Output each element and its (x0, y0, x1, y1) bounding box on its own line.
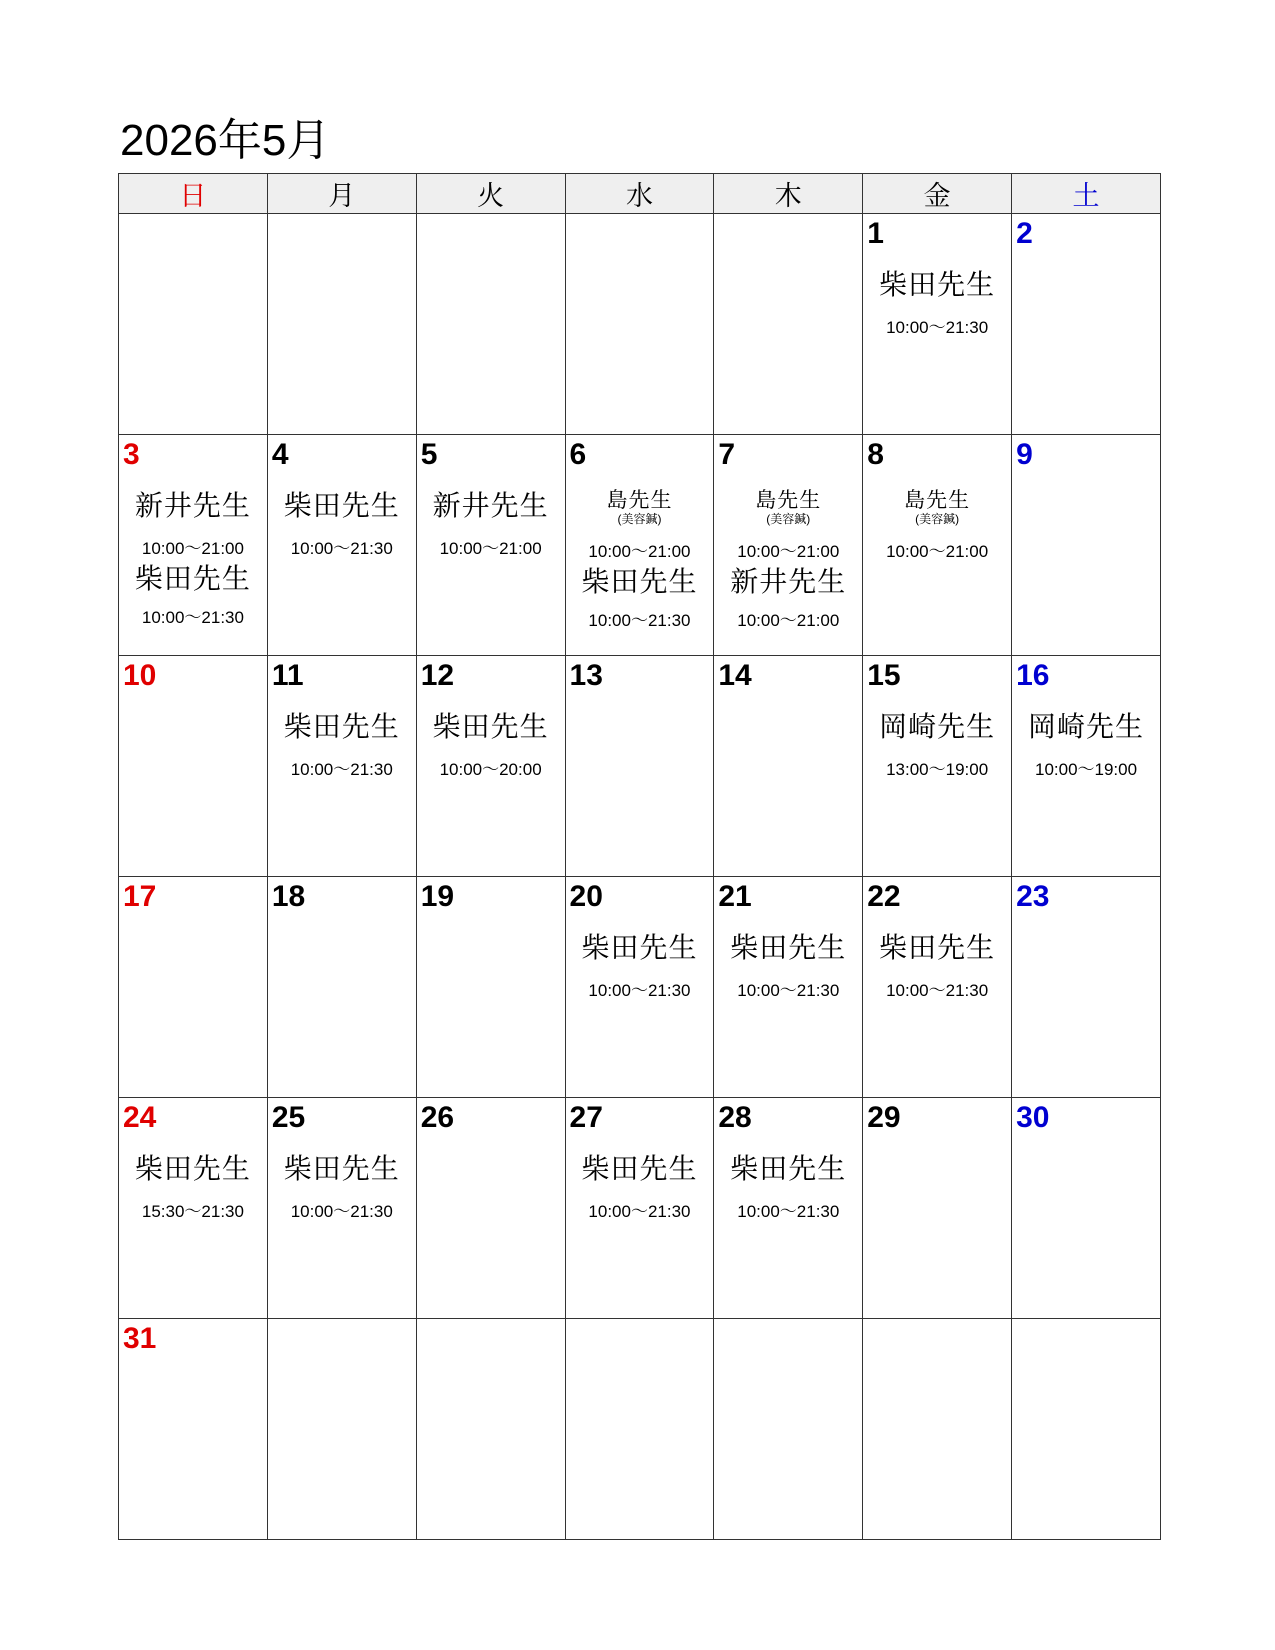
time-range: 10:00～21:00 (886, 542, 989, 561)
day-cell (1012, 214, 1161, 435)
day-cell (416, 877, 565, 1098)
day-number: 9 (1016, 438, 1033, 471)
day-cell (119, 1098, 268, 1319)
day-cell (267, 656, 416, 877)
day-cell (714, 1319, 863, 1540)
day-cell (565, 877, 714, 1098)
day-number: 3 (123, 438, 140, 471)
time-range: 10:00～21:30 (588, 1202, 691, 1221)
day-cell (1012, 435, 1161, 656)
week-row (119, 1319, 1161, 1540)
time-range: 10:00～21:30 (886, 318, 989, 337)
day-number: 31 (123, 1322, 157, 1355)
teacher-name: 島先生 (755, 489, 822, 512)
teacher-name: 柴田先生 (581, 566, 698, 597)
time-range: 10:00～20:00 (439, 760, 542, 779)
day-cell (416, 1098, 565, 1319)
day-number: 8 (867, 438, 884, 471)
time-range: 10:00～21:00 (588, 542, 691, 561)
day-cell (714, 877, 863, 1098)
time-range: 10:00～21:30 (290, 760, 393, 779)
time-range: 10:00～21:30 (290, 1202, 393, 1221)
day-number (417, 1319, 565, 1355)
day-cell (714, 1098, 863, 1319)
day-cell (863, 877, 1012, 1098)
teacher-name: 柴田先生 (283, 1153, 400, 1184)
day-cell (119, 656, 268, 877)
teacher-name: 柴田先生 (581, 932, 698, 963)
time-range: 10:00～21:00 (737, 611, 840, 630)
day-cell (863, 1098, 1012, 1319)
day-cell (714, 214, 863, 435)
schedule-entry (417, 489, 565, 559)
time-range: 15:30～21:30 (141, 1202, 244, 1221)
teacher-name: 岡崎先生 (1028, 711, 1145, 742)
teacher-name: 柴田先生 (432, 711, 549, 742)
day-cell (863, 214, 1012, 435)
day-number: 20 (569, 880, 603, 913)
day-number: 22 (867, 880, 901, 913)
day-cell (267, 1319, 416, 1540)
day-number: 14 (718, 659, 752, 692)
teacher-name: 柴田先生 (134, 563, 251, 594)
day-number: 18 (271, 880, 306, 913)
day-number: 10 (123, 659, 157, 692)
day-number (863, 1319, 1011, 1355)
weekday-header-6: 土 (1012, 174, 1161, 214)
week-row (119, 656, 1161, 877)
weekday-header-5: 金 (863, 174, 1012, 214)
day-cell (1012, 656, 1161, 877)
day-number: 17 (123, 880, 157, 913)
week-row (119, 1098, 1161, 1319)
day-number (714, 214, 862, 250)
day-number (566, 1319, 714, 1355)
time-range: 10:00～21:30 (141, 608, 244, 627)
day-cell (267, 877, 416, 1098)
day-number (119, 214, 267, 250)
day-cell (267, 214, 416, 435)
weekday-header-4: 木 (714, 174, 863, 214)
treatment-note: (美容鍼) (617, 512, 662, 526)
teacher-name: 新井先生 (730, 566, 847, 597)
day-cell (1012, 877, 1161, 1098)
schedule-entry (714, 565, 862, 631)
schedule-entry (863, 931, 1011, 1001)
weekday-header-1: 月 (267, 174, 416, 214)
day-number: 11 (271, 659, 304, 692)
teacher-name: 柴田先生 (283, 490, 400, 521)
day-number: 27 (569, 1101, 603, 1134)
schedule-entry (119, 562, 267, 628)
day-number (417, 214, 565, 250)
time-range: 10:00～21:30 (737, 981, 840, 1000)
calendar-title: 2026年5月 (120, 116, 331, 165)
time-range: 10:00～21:30 (588, 611, 691, 630)
week-row (119, 877, 1161, 1098)
time-range: 10:00～21:00 (439, 539, 542, 558)
teacher-name: 柴田先生 (879, 932, 996, 963)
weekday-header-0: 日 (119, 174, 268, 214)
day-number: 19 (420, 880, 455, 913)
schedule-entry (268, 1152, 416, 1222)
teacher-name: 新井先生 (134, 490, 251, 521)
day-number: 4 (271, 438, 289, 471)
schedule-entry (566, 1152, 714, 1222)
teacher-name: 柴田先生 (581, 1153, 698, 1184)
day-cell (714, 435, 863, 656)
day-cell (416, 656, 565, 877)
day-number: 6 (569, 438, 587, 471)
treatment-note: (美容鍼) (915, 512, 960, 526)
day-number: 28 (718, 1101, 752, 1134)
day-cell (119, 1319, 268, 1540)
day-cell (565, 656, 714, 877)
day-number: 23 (1016, 880, 1050, 913)
day-cell (565, 1319, 714, 1540)
calendar-grid (118, 173, 1161, 1540)
calendar-body (119, 214, 1161, 1540)
day-number: 26 (420, 1101, 455, 1134)
day-number (566, 214, 714, 250)
day-number: 30 (1016, 1101, 1050, 1134)
teacher-name: 新井先生 (432, 490, 549, 521)
schedule-entry (119, 1152, 267, 1222)
day-number: 16 (1016, 659, 1050, 692)
day-number: 13 (569, 659, 603, 692)
schedule-entry (566, 489, 714, 562)
day-number: 21 (718, 880, 752, 913)
schedule-entry (566, 931, 714, 1001)
day-cell (416, 214, 565, 435)
time-range: 10:00～21:00 (141, 539, 244, 558)
day-number: 2 (1016, 217, 1033, 250)
time-range: 10:00～19:00 (1034, 760, 1138, 779)
time-range: 10:00～21:30 (886, 981, 989, 1000)
schedule-entry (268, 710, 416, 780)
week-row (119, 435, 1161, 656)
day-number (268, 1319, 416, 1355)
weekday-header-2: 火 (416, 174, 565, 214)
weekday-header-row (119, 174, 1161, 214)
weekday-header-3: 水 (565, 174, 714, 214)
schedule-entry (566, 565, 714, 631)
teacher-name: 柴田先生 (134, 1153, 251, 1184)
schedule-entry (714, 1152, 862, 1222)
day-cell (416, 1319, 565, 1540)
schedule-entry (714, 489, 862, 562)
day-cell (565, 435, 714, 656)
day-cell (416, 435, 565, 656)
day-cell (714, 656, 863, 877)
schedule-entry (1012, 710, 1160, 780)
day-cell (119, 435, 268, 656)
teacher-name: 柴田先生 (730, 932, 847, 963)
teacher-name: 岡崎先生 (879, 711, 996, 742)
day-cell (1012, 1319, 1161, 1540)
schedule-entry (863, 268, 1011, 338)
day-number (714, 1319, 862, 1355)
day-cell (565, 214, 714, 435)
day-number: 7 (718, 438, 736, 471)
schedule-entry (863, 489, 1011, 562)
teacher-name: 柴田先生 (283, 711, 400, 742)
time-range: 10:00～21:30 (737, 1202, 840, 1221)
time-range: 13:00～19:00 (886, 760, 989, 779)
teacher-name: 島先生 (904, 489, 971, 512)
day-number: 29 (867, 1101, 901, 1134)
day-cell (267, 1098, 416, 1319)
day-cell (119, 214, 268, 435)
week-row (119, 214, 1161, 435)
schedule-entry (268, 489, 416, 559)
day-number (1012, 1319, 1160, 1355)
day-cell (863, 435, 1012, 656)
day-cell (863, 1319, 1012, 1540)
day-cell (863, 656, 1012, 877)
schedule-entry (119, 489, 267, 559)
day-number: 25 (271, 1101, 306, 1134)
teacher-name: 柴田先生 (879, 269, 996, 300)
teacher-name: 島先生 (606, 489, 673, 512)
day-cell (1012, 1098, 1161, 1319)
day-number: 12 (420, 659, 455, 692)
day-number (268, 214, 416, 250)
treatment-note: (美容鍼) (766, 512, 811, 526)
schedule-entry (863, 710, 1011, 780)
schedule-entry (417, 710, 565, 780)
time-range: 10:00～21:30 (588, 981, 691, 1000)
day-number: 24 (123, 1101, 157, 1134)
time-range: 10:00～21:00 (737, 542, 840, 561)
day-cell (119, 877, 268, 1098)
time-range: 10:00～21:30 (290, 539, 393, 558)
day-cell (267, 435, 416, 656)
day-number: 15 (867, 659, 901, 692)
schedule-entry (714, 931, 862, 1001)
day-cell (565, 1098, 714, 1319)
day-number: 5 (420, 438, 438, 471)
day-number: 1 (867, 217, 884, 250)
teacher-name: 柴田先生 (730, 1153, 847, 1184)
